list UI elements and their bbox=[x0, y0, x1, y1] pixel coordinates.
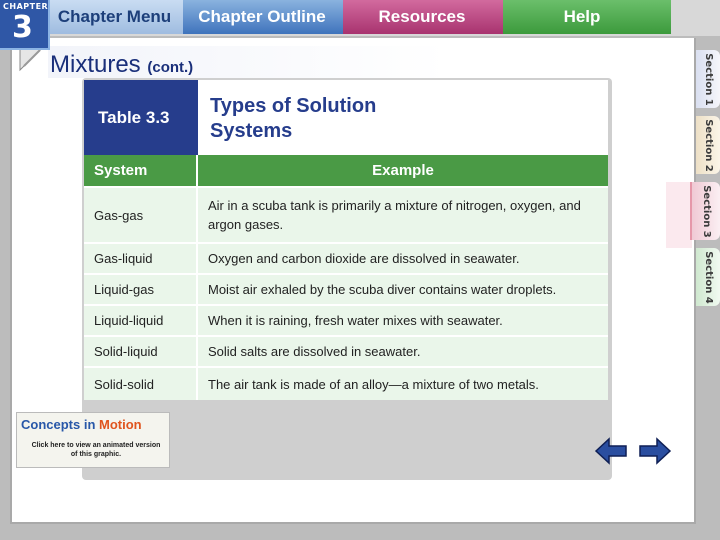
table-title bbox=[198, 80, 608, 155]
tab-chapter-menu[interactable]: Chapter Menu bbox=[48, 0, 181, 34]
slide-title bbox=[50, 51, 193, 79]
active-section-highlight bbox=[666, 182, 692, 248]
concepts-in-motion-logo bbox=[21, 417, 142, 432]
chapter-badge bbox=[0, 0, 50, 50]
section-tab-label: Section 4 bbox=[702, 250, 714, 304]
cell-system: Solid-solid bbox=[84, 368, 198, 400]
cell-example: Solid salts are dissolved in seawater. bbox=[208, 344, 421, 359]
table-row bbox=[84, 304, 608, 335]
cell-example: Moist air exhaled by the scuba diver contains water droplets. bbox=[208, 282, 557, 297]
cell-system: Gas-liquid bbox=[84, 244, 198, 273]
chapter-word: CHAPTER bbox=[3, 2, 49, 11]
logo-text-concepts: Concepts in bbox=[21, 417, 100, 432]
cell-system: Gas-gas bbox=[84, 188, 198, 242]
table-label: Table 3.3 bbox=[84, 80, 198, 155]
cell-system: Solid-liquid bbox=[84, 337, 198, 366]
column-header-system: System bbox=[84, 155, 198, 186]
cell-system: Liquid-liquid bbox=[84, 306, 198, 335]
cell-example: The air tank is made of an alloy—a mixture of two metals. bbox=[208, 376, 539, 392]
slide-title-text: Mixtures bbox=[50, 51, 141, 78]
section-tab-label: Section 3 bbox=[700, 184, 712, 238]
table-row bbox=[84, 335, 608, 366]
table-row bbox=[84, 273, 608, 304]
tab-resources[interactable]: Resources bbox=[343, 0, 501, 34]
section-tab-label: Section 2 bbox=[702, 118, 714, 172]
section-tab-label: Section 1 bbox=[702, 52, 714, 106]
arrow-left-icon[interactable] bbox=[594, 436, 628, 466]
section-tab-3[interactable] bbox=[690, 182, 720, 240]
concepts-in-motion-caption: Click here to view an animated version of this graphic. bbox=[31, 442, 161, 458]
cell-example: When it is raining, fresh water mixes with seawater. bbox=[208, 313, 503, 328]
section-tab-1[interactable] bbox=[696, 50, 720, 108]
tab-chapter-outline[interactable]: Chapter Outline bbox=[183, 0, 341, 34]
tab-help[interactable]: Help bbox=[503, 0, 661, 34]
table-row bbox=[84, 366, 608, 400]
table-row bbox=[84, 186, 608, 242]
chapter-number: 3 bbox=[12, 10, 33, 45]
section-tab-4[interactable] bbox=[696, 248, 720, 306]
logo-text-motion: Motion bbox=[99, 417, 142, 432]
concepts-in-motion-button[interactable] bbox=[16, 412, 170, 468]
table-header-row bbox=[84, 155, 608, 186]
cell-example: Oxygen and carbon dioxide are dissolved in seawater. bbox=[208, 251, 520, 266]
column-header-example: Example bbox=[372, 162, 434, 179]
cell-example: Air in a scuba tank is primarily a mixture of nitrogen, oxygen, and argon gases. bbox=[208, 198, 581, 232]
arrow-right-icon[interactable] bbox=[638, 436, 672, 466]
section-tab-2[interactable] bbox=[696, 116, 720, 174]
table-title-line1: Types of Solution bbox=[210, 95, 377, 117]
slide-title-suffix: (cont.) bbox=[147, 59, 194, 76]
table-row bbox=[84, 242, 608, 273]
table-title-line2: Systems bbox=[210, 120, 293, 142]
cell-system: Liquid-gas bbox=[84, 275, 198, 304]
